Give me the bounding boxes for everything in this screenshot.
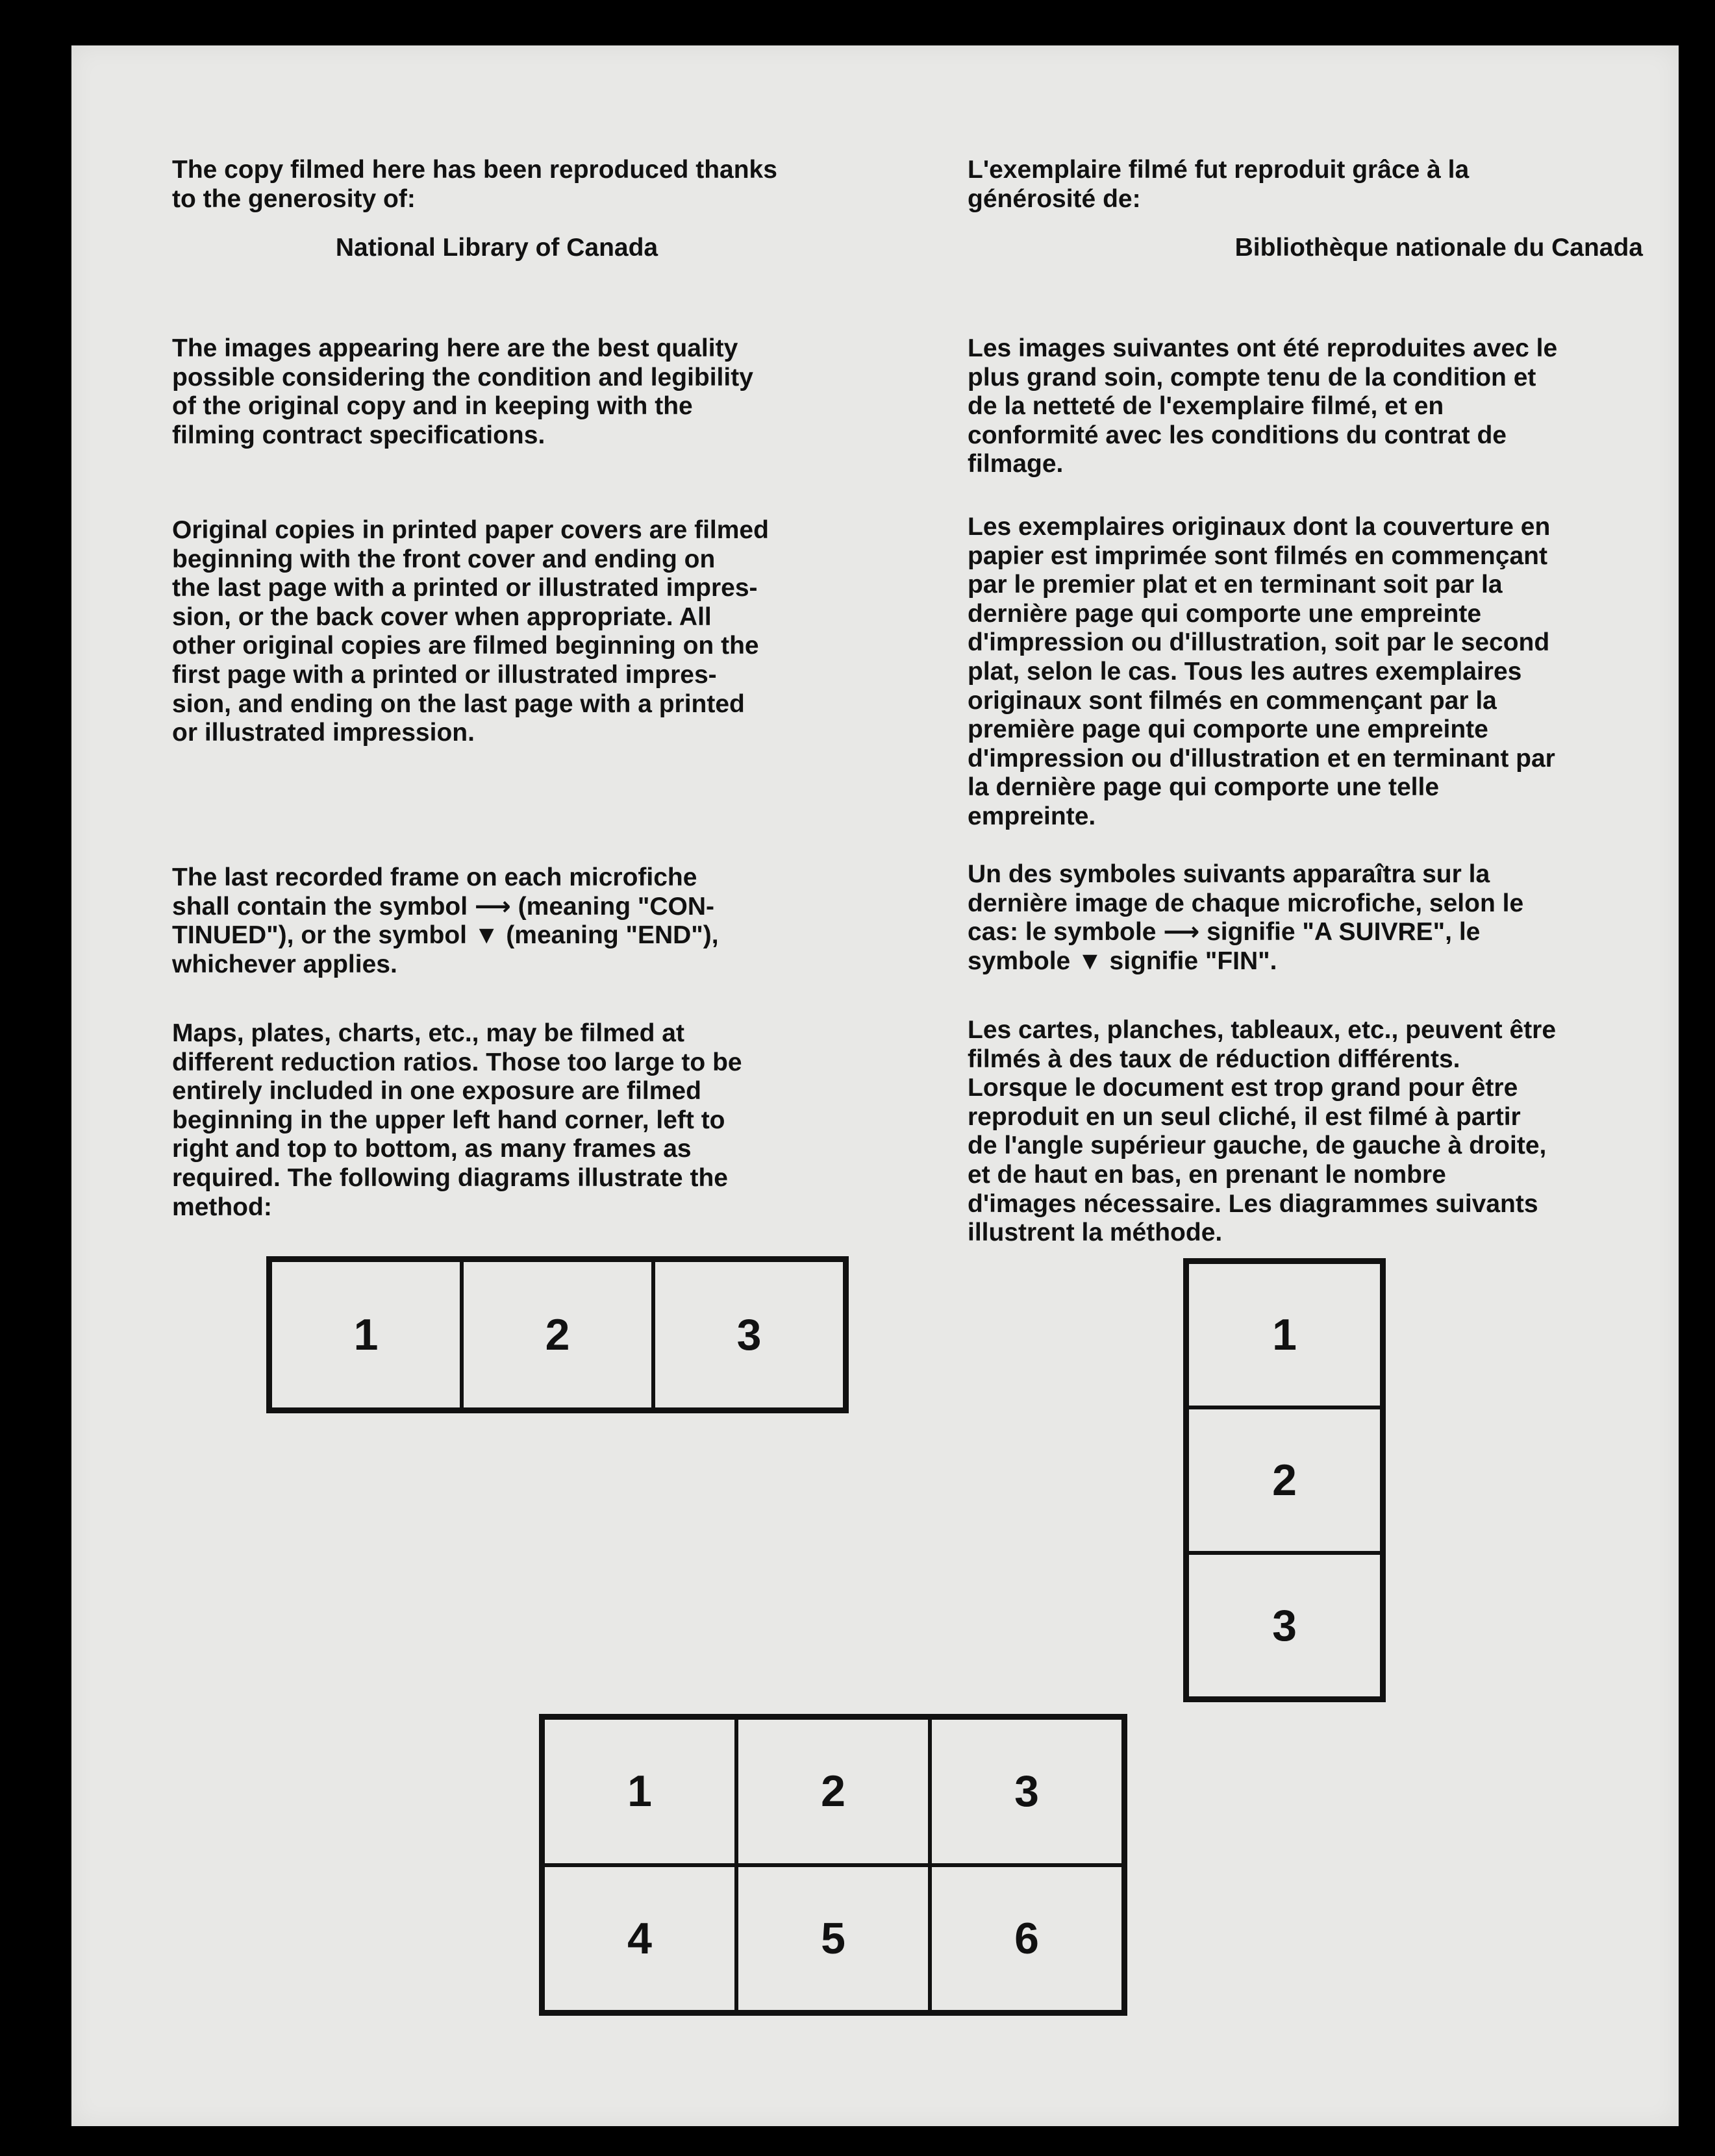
diagram-cell: 1 <box>1187 1262 1382 1407</box>
diagram-cell: 2 <box>1187 1407 1382 1553</box>
diagram-vertical-frames <box>1183 1258 1386 1702</box>
french-originals-paragraph: Les exemplaires originaux dont la couverture en papier est imprimée sont filmés en commençant par le premier plat et en terminant soit par la dernière page qui comporte une empreinte d'impression ou d'illustration, soit par le second plat, selon le cas. Tous les autres exemplaires originaux sont filmés en commençant par la première page qui comporte une empreinte d'impression ou d'illustration et en terminant par la dernière page qui comporte une telle empreinte. <box>968 513 1555 830</box>
english-symbols-paragraph: The last recorded frame on each microfiche shall contain the symbol ⟶ (meaning "CON- TINUED"), or the symbol ▼ (meaning "END"), whichever applies. <box>172 863 719 978</box>
english-maps-paragraph: Maps, plates, charts, etc., may be filmed at different reduction ratios. Those too large to be entirely included in one exposure are filmed beginning in the upper left hand corner, left to right and top to bottom, as many frames as required. The following diagrams illustrate the method: <box>172 1019 742 1221</box>
diagram-cell: 2 <box>736 1718 930 1865</box>
english-quality-paragraph: The images appearing here are the best quality possible considering the condition and legibility of the original copy and in keeping with the filming contract specifications. <box>172 334 753 449</box>
french-quality-paragraph: Les images suivantes ont été reproduites avec le plus grand soin, compte tenu de la condition et de la netteté de l'exemplaire filmé, et en conformité avec les conditions du contrat de filmage. <box>968 334 1558 478</box>
diagram-cell: 1 <box>270 1260 462 1409</box>
diagram-cell: 3 <box>653 1260 845 1409</box>
diagram-horizontal-frames <box>266 1256 849 1413</box>
english-originals-paragraph: Original copies in printed paper covers are filmed beginning with the front cover and ending on the last page with a printed or illustrated impres- sion, or the back cover when appropriate. All other original copies are filmed beginning on the first page with a printed or illustrated impres- sion, and ending on the last page with a printed or illustrated impression. <box>172 516 769 747</box>
french-acknowledgement: L'exemplaire filmé fut reproduit grâce à la générosité de: <box>968 156 1470 213</box>
diagram-cell: 3 <box>930 1718 1123 1865</box>
diagram-cell: 4 <box>543 1865 736 2013</box>
english-acknowledgement: The copy filmed here has been reproduced thanks to the generosity of: <box>172 156 777 213</box>
diagram-cell: 6 <box>930 1865 1123 2013</box>
english-library-name: National Library of Canada <box>335 234 658 262</box>
diagram-grid-frames <box>539 1714 1127 2016</box>
diagram-cell: 1 <box>543 1718 736 1865</box>
french-library-name: Bibliothèque nationale du Canada <box>1234 234 1643 262</box>
diagram-cell: 2 <box>462 1260 653 1409</box>
diagram-cell: 3 <box>1187 1553 1382 1698</box>
diagram-cell: 5 <box>736 1865 930 2013</box>
french-maps-paragraph: Les cartes, planches, tableaux, etc., peuvent être filmés à des taux de réduction différents. Lorsque le document est trop grand pour être reproduit en un seul cliché, il est filmé à partir de l'angle supérieur gauche, de gauche à droite, et de haut en bas, en prenant le nombre d'images nécessaire. Les diagrammes suivants illustrent la méthode. <box>968 1016 1557 1247</box>
french-symbols-paragraph: Un des symboles suivants apparaîtra sur la dernière image de chaque microfiche, selon le cas: le symbole ⟶ signifie "A SUIVRE", le symbole ▼ signifie "FIN". <box>968 860 1524 975</box>
